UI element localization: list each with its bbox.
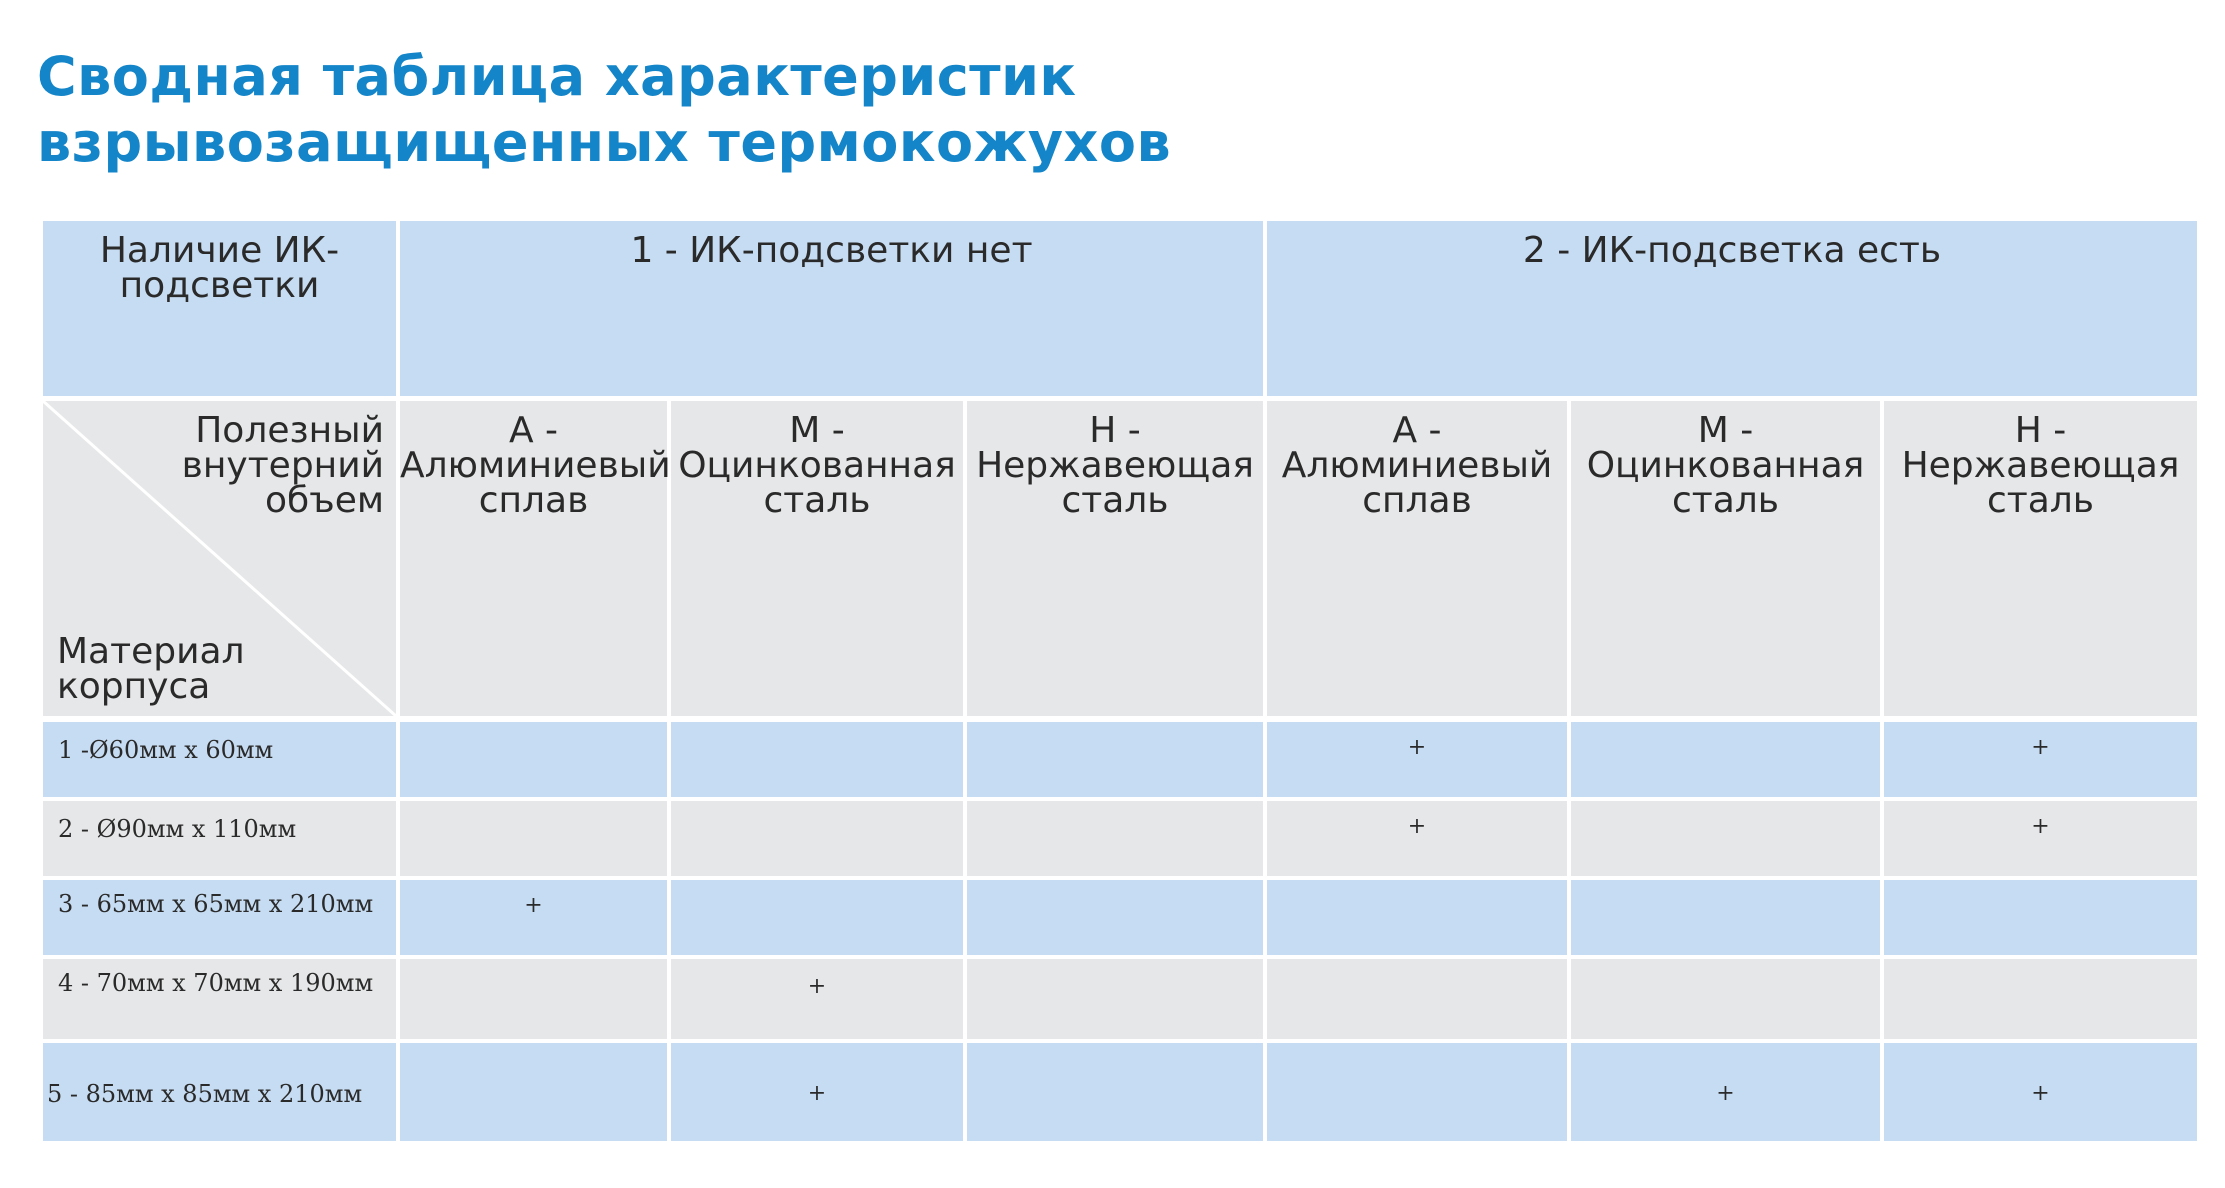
table-cell [967,959,1263,1039]
table-cell [1571,801,1880,876]
cell-mark: + [2031,735,2050,760]
table-cell [967,880,1263,955]
table-cell [1884,801,2197,876]
table-cell [400,1043,667,1141]
cell-mark: + [1407,814,1427,839]
cell-mark: + [2031,814,2050,839]
cell-mark: + [807,1081,827,1106]
row-label: 1 -Ø60мм х 60мм [58,736,274,764]
cell-mark: + [524,893,543,918]
table-cell [671,959,963,1039]
table-cell [671,722,963,797]
cell-mark: + [807,974,827,999]
page-title [37,44,1171,176]
group-header-with-ir: 2 - ИК-подсветка есть [1267,221,2197,396]
row-label-cell [43,1043,396,1141]
table-cell [1571,959,1880,1039]
table-cell [1884,722,2197,797]
corner-header-ir: Наличие ИК- подсветки [43,221,396,396]
table-cell [967,1043,1263,1141]
table-cell [1884,959,2197,1039]
group-header-no-ir: 1 - ИК-подсветки нет [400,221,1263,396]
row-label: 4 - 70мм х 70мм х 190мм [58,969,374,997]
title-line-1: Сводная таблица характеристик [37,45,1077,108]
table-cell [1884,880,2197,955]
row-label-cell [43,959,396,1039]
cell-mark: + [1407,735,1427,760]
column-header: М - Оцинкованная сталь [671,401,963,716]
cell-mark: + [2031,1081,2050,1106]
title-line-2: взрывозащищенных термокожухов [37,111,1172,174]
column-header: Н - Нержавеющая сталь [1884,401,2197,716]
column-header: М - Оцинкованная сталь [1571,401,1880,716]
table-cell [1571,880,1880,955]
table-cell [671,880,963,955]
diagonal-header-cell [43,401,396,716]
table-cell [1571,722,1880,797]
cell-mark: + [1716,1081,1735,1106]
table-cell [400,722,667,797]
diag-label-volume: Полезный внутерний объем [181,410,384,521]
row-label-cell [43,801,396,876]
column-header: А - Алюминиевый сплав [400,401,667,716]
table-cell [400,801,667,876]
table-cell [967,801,1263,876]
table-cell [671,1043,963,1141]
table-cell [1267,722,1567,797]
column-header: Н - Нержавеющая сталь [967,401,1263,716]
row-label: 5 - 85мм х 85мм х 210мм [47,1080,363,1108]
table-cell [1267,959,1567,1039]
table-cell [1267,801,1567,876]
table-cell [400,959,667,1039]
table-cell [1267,880,1567,955]
row-label-cell [43,880,396,955]
table-cell [1884,1043,2197,1141]
table-cell [671,801,963,876]
table-cell [400,880,667,955]
diag-label-material: Материал корпуса [57,631,245,707]
table-cell [1267,1043,1567,1141]
column-header: А - Алюминиевый сплав [1267,401,1567,716]
table-cell [967,722,1263,797]
row-label: 2 - Ø90мм х 110мм [58,815,297,843]
row-label-cell [43,722,396,797]
table-cell [1571,1043,1880,1141]
row-label: 3 - 65мм х 65мм х 210мм [58,890,374,918]
